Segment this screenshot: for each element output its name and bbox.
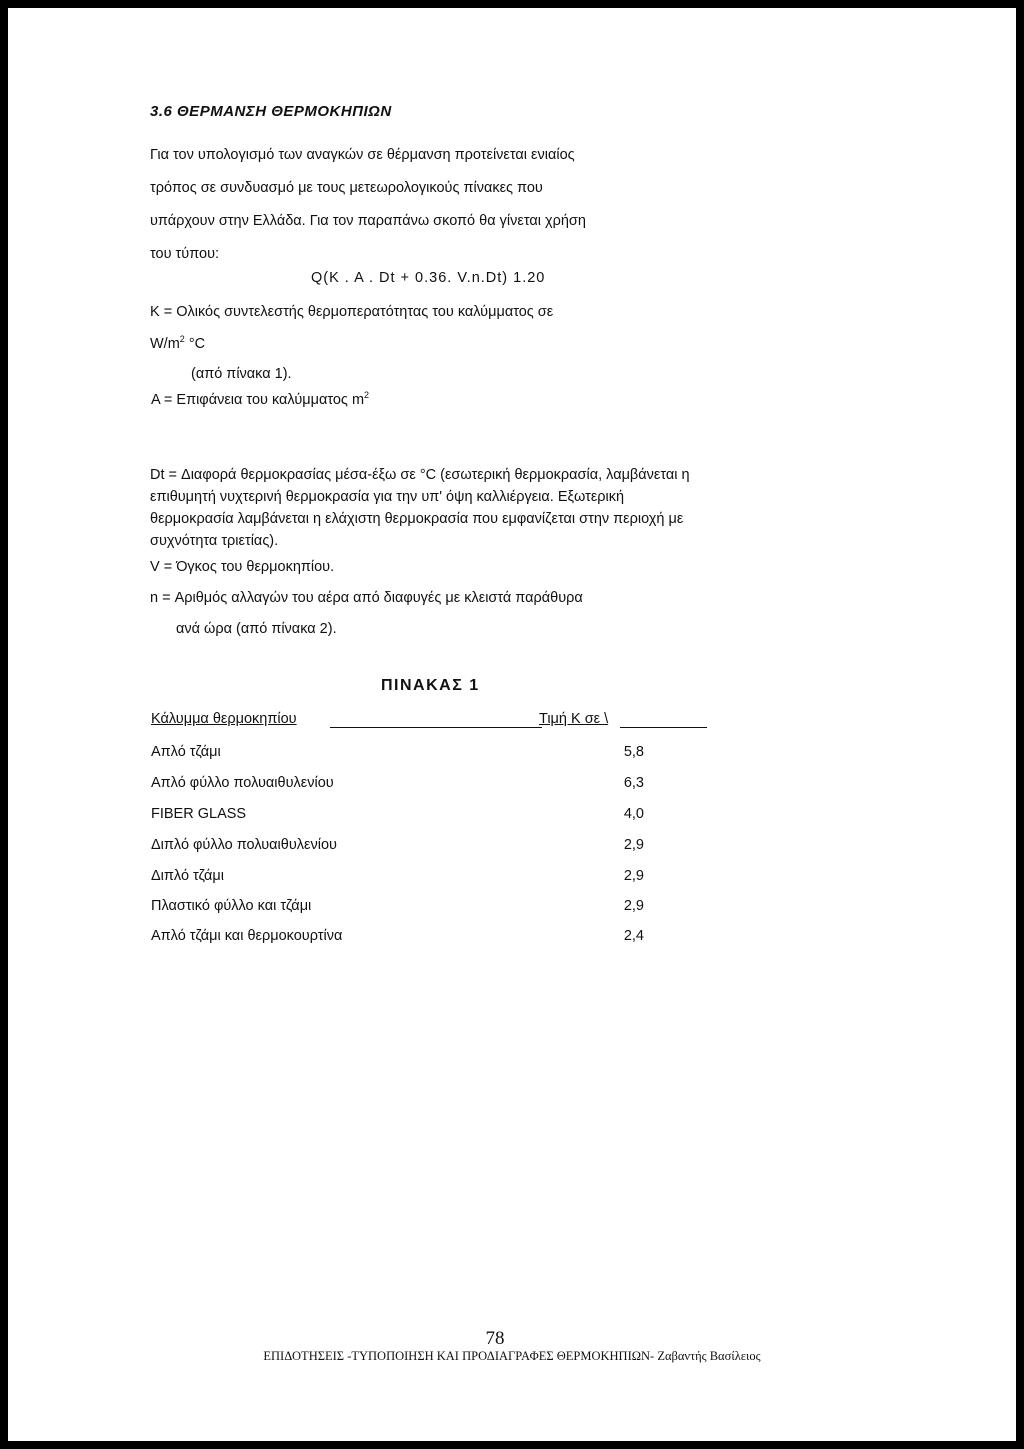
definition-a <box>151 391 369 409</box>
a-superscript: 2 <box>364 390 370 401</box>
page-footer: ΕΠΙΔΟΤΗΣΕΙΣ -ΤΥΠΟΠΟΙΗΣΗ ΚΑΙ ΠΡΟΔΙΑΓΡΑΦΕΣ ΘΕΡΜΟΚΗΠΙΩΝ- Ζαβαντής Βασίλειος <box>263 1349 761 1363</box>
table-row-name: Πλαστικό φύλλο και τζάμι <box>151 898 312 914</box>
definition-n: n = Αριθμός αλλαγών του αέρα από διαφυγές με κλειστά παράθυρα <box>150 590 583 606</box>
table-header-cover: Κάλυμμα θερμοκηπίου <box>151 711 297 727</box>
a-text: A = Επιφάνεια του καλύμματος m <box>151 392 365 408</box>
table-row-value: 5,8 <box>623 744 644 760</box>
table-row-name: Διπλό φύλλο πολυαιθυλενίου <box>151 837 337 853</box>
table-title: ΠΙΝΑΚΑΣ 1 <box>381 677 480 694</box>
definition-k-source: (από πίνακα 1). <box>191 366 292 382</box>
definition-dt-line-1: Dt = Διαφορά θερμοκρασίας μέσα-έξω σε °C (εσωτερική θερμοκρασία, λαμβάνεται η <box>150 467 690 483</box>
header-rule-right <box>620 727 707 728</box>
table-row-value: 2,9 <box>623 898 644 914</box>
definition-k: K = Ολικός συντελεστής θερμοπερατότητας του καλύμματος σε <box>150 304 554 320</box>
intro-line-3: υπάρχουν στην Ελλάδα. Για τον παραπάνω σκοπό θα γίνεται χρήση <box>150 213 586 229</box>
table-row-value: 6,3 <box>623 775 644 791</box>
table-row-value: 2,4 <box>623 928 644 944</box>
k-unit-superscript: 2 <box>179 334 185 345</box>
table-row-name: Απλό τζάμι <box>151 744 221 760</box>
table-row-name: Απλό φύλλο πολυαιθυλενίου <box>151 775 334 791</box>
document-page <box>8 8 1016 1441</box>
intro-line-1: Για τον υπολογισμό των αναγκών σε θέρμανση προτείνεται ενιαίος <box>150 147 575 163</box>
heating-formula: Q(K . A . Dt + 0.36. V.n.Dt) 1.20 <box>311 270 546 286</box>
table-row-name: Διπλό τζάμι <box>151 868 224 884</box>
k-unit-base: W/m <box>150 336 180 352</box>
definition-v: V = Όγκος του θερμοκηπίου. <box>150 559 335 575</box>
header-rule-left <box>330 727 542 728</box>
table-row-name: Απλό τζάμι και θερμοκουρτίνα <box>151 928 343 944</box>
table-row-value: 2,9 <box>623 837 644 853</box>
section-heading: 3.6 ΘΕΡΜΑΝΣΗ ΘΕΡΜΟΚΗΠΙΩΝ <box>150 103 392 120</box>
k-unit-rest: °C <box>184 336 206 352</box>
intro-line-2: τρόπος σε συνδυασμό με τους μετεωρολογικούς πίνακες που <box>150 180 543 196</box>
table-row-value: 4,0 <box>623 806 644 822</box>
intro-line-4: του τύπου: <box>150 246 220 262</box>
table-row-name: FIBER GLASS <box>151 806 247 822</box>
table-row-value: 2,9 <box>623 868 644 884</box>
definition-dt-line-3: θερμοκρασία λαμβάνεται η ελάχιστη θερμοκρασία που εμφανίζεται στην περιοχή με <box>150 511 684 527</box>
definition-k-unit <box>150 335 205 353</box>
definition-dt-line-2: επιθυμητή νυχτερινή θερμοκρασία για την υπ' όψη καλλιέργεια. Εξωτερική <box>150 489 625 505</box>
page-number: 78 <box>485 1328 505 1349</box>
table-header-k-value: Τιμή K σε \ <box>539 711 609 727</box>
definition-n-cont: ανά ώρα (από πίνακα 2). <box>176 621 337 637</box>
definition-dt-line-4: συχνότητα τριετίας). <box>150 533 279 549</box>
